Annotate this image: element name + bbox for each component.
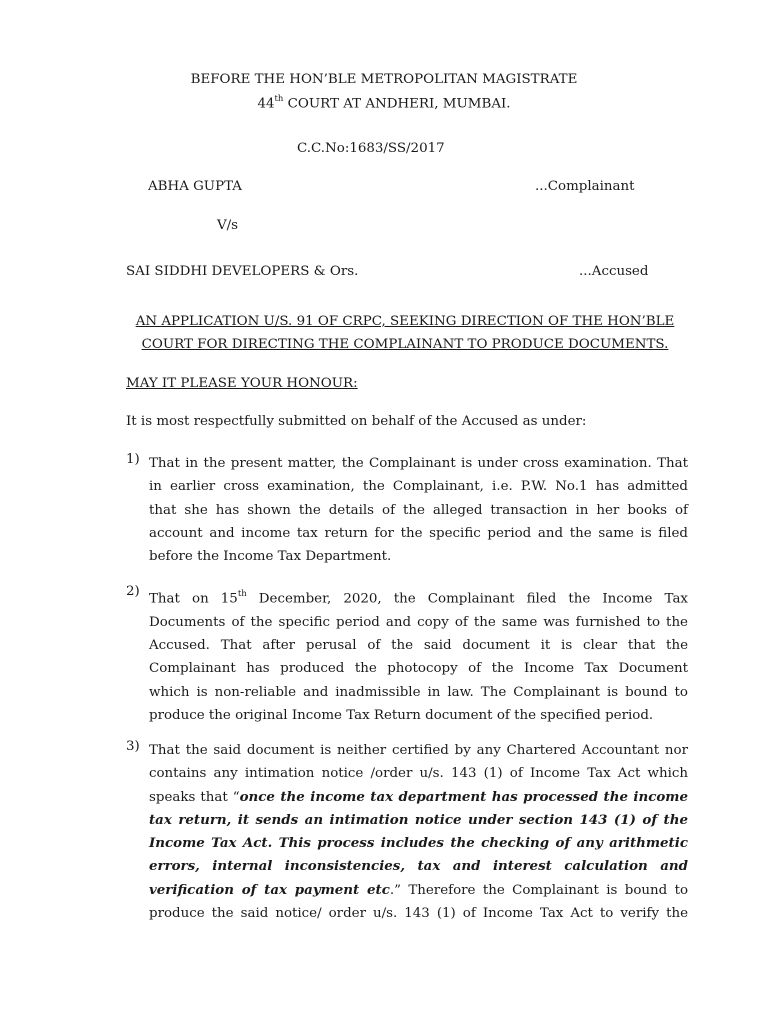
complainant-name: ABHA GUPTA	[148, 179, 242, 194]
paragraph-line	[149, 855, 688, 878]
paragraph-line: produce the said notice/ order u/s. 143 (1) of Income Tax Act to verify the	[149, 906, 688, 922]
paragraph-2	[126, 584, 688, 727]
paragraph-line: Documents of the specific period and copy of the same was furnished to the	[149, 614, 688, 630]
case-number: C.C.No:1683/SS/2017	[297, 141, 445, 156]
paragraph-line: Complainant has produced the photocopy of the Income Tax Document	[149, 661, 688, 677]
paragraph-line: which is non-reliable and inadmissible in law. The Complainant is bound to	[149, 684, 688, 700]
paragraph-line: account and income tax return for the specific period and the same is filed	[149, 525, 688, 541]
paragraph-line: speaks that “once the income tax department has processed the income	[149, 788, 688, 805]
paragraph-line: that she has shown the details of the alleged transaction in her books of	[149, 502, 688, 518]
quoted-text: tax return, it sends an intimation notice under section 143 (1) of the	[149, 811, 688, 828]
paragraph-1	[126, 452, 688, 568]
quoted-text: verification of tax payment etc	[149, 881, 390, 898]
paragraph-line: before the Income Tax Department.	[149, 549, 392, 565]
versus-label: V/s	[217, 218, 239, 233]
paragraph-line: produce the original Income Tax Return document of the specified period.	[149, 707, 654, 723]
salutation: MAY IT PLEASE YOUR HONOUR:	[126, 376, 358, 391]
paragraph-line: That in the present matter, the Complainant is under cross examination. That	[149, 456, 688, 471]
paragraph-line	[149, 832, 688, 855]
quoted-text: Income Tax Act. This process includes the checking of any arithmetic	[149, 835, 688, 852]
complainant-role: ...Complainant	[535, 179, 635, 194]
accused-name: SAI SIDDHI DEVELOPERS & Ors.	[126, 264, 359, 279]
paragraph-number: 2)	[126, 584, 140, 599]
paragraph-line: That on 15th December, 2020, the Complainant filed the Income Tax	[149, 589, 688, 607]
accused-role: ...Accused	[579, 264, 649, 279]
paragraph-line	[149, 809, 688, 832]
paragraph-line: That the said document is neither certified by any Chartered Accountant nor	[149, 743, 688, 758]
quoted-text: errors, internal inconsistencies, tax and interest calculation and	[149, 858, 688, 875]
application-title	[100, 310, 710, 356]
paragraph-number: 1)	[126, 452, 140, 467]
paragraph-line: verification of tax payment etc.” Therefore the Complainant is bound to	[149, 881, 689, 898]
paragraph-line: Accused. That after perusal of the said document it is clear that the	[149, 638, 688, 654]
application-title-line1: AN APPLICATION U/S. 91 OF CRPC, SEEKING DIRECTION OF THE HON’BLE	[135, 314, 675, 329]
court-heading: BEFORE THE HON’BLE METROPOLITAN MAGISTRATE	[190, 72, 578, 87]
paragraph-number: 3)	[126, 739, 140, 754]
quoted-text: once the income tax department has processed the income	[239, 788, 688, 805]
paragraph-line: in earlier cross examination, the Complainant, i.e. P.W. No.1 has admitted	[149, 479, 688, 495]
application-title-line2: COURT FOR DIRECTING THE COMPLAINANT TO PRODUCE DOCUMENTS.	[141, 337, 669, 352]
intro-text: It is most respectfully submitted on behalf of the Accused as under:	[126, 414, 587, 429]
paragraph-3	[126, 739, 688, 925]
paragraph-line: contains any intimation notice /order u/s. 143 (1) of Income Tax Act which	[149, 766, 688, 782]
court-location: 44th COURT AT ANDHERI, MUMBAI.	[257, 94, 511, 112]
